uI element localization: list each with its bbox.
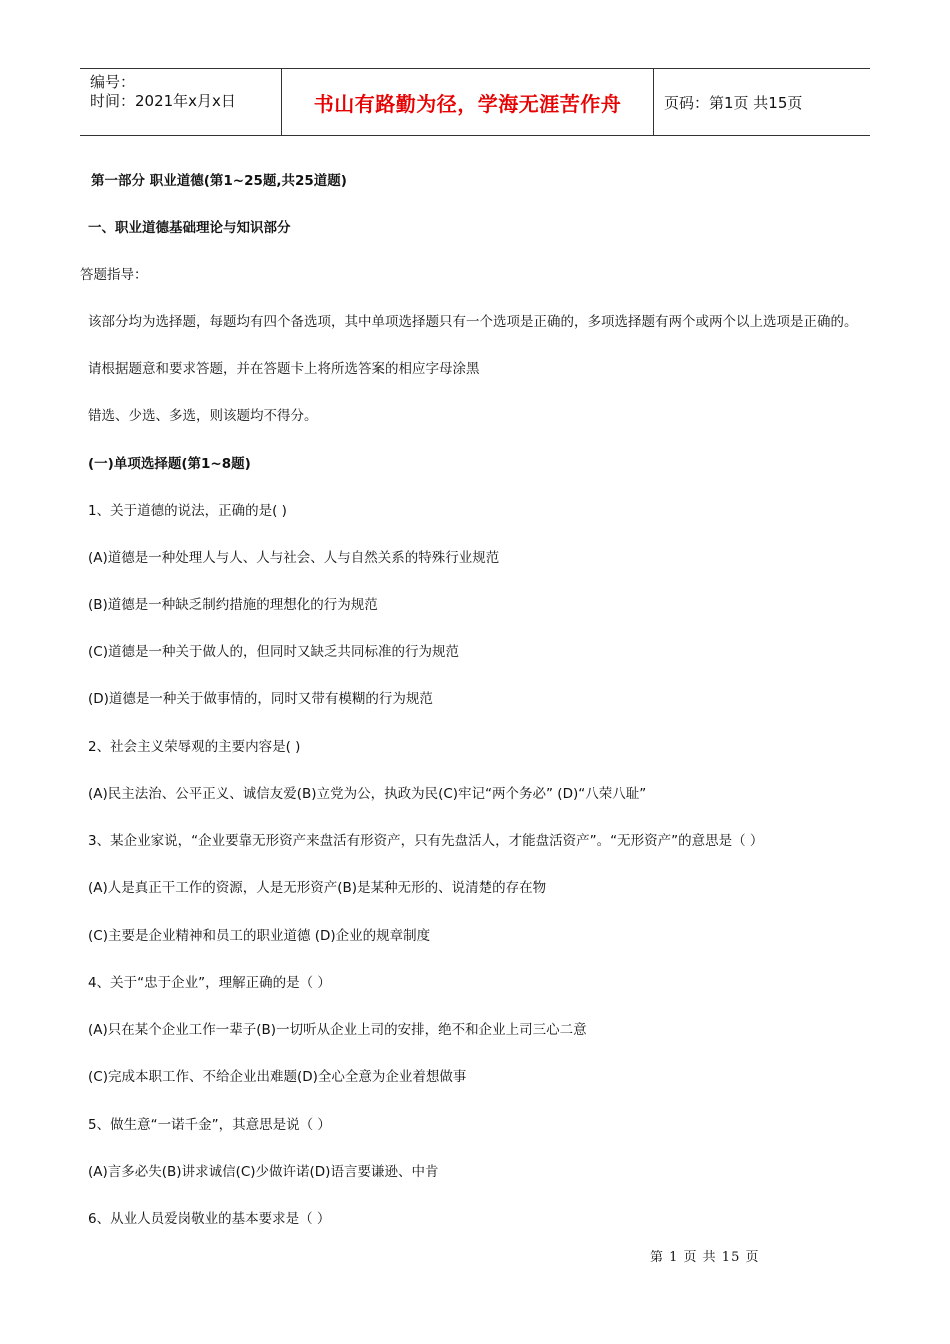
instruction-line: 错选、少选、多选，则该题均不得分。: [88, 408, 318, 424]
page-header: [80, 68, 870, 136]
document-time-label: 时间：2021年x月x日: [90, 92, 236, 110]
answer-option: (A)人是真正干工作的资源，人是无形资产(B)是某种无形的、说清楚的存在物: [88, 880, 547, 896]
question-text: 2、社会主义荣辱观的主要内容是( ): [88, 739, 301, 755]
answer-option: (A)道德是一种处理人与人、人与社会、人与自然关系的特殊行业规范: [88, 550, 500, 566]
question-group-heading: (一)单项选择题(第1~8题): [88, 456, 251, 472]
subsection-heading: 一、职业道德基础理论与知识部分: [88, 220, 291, 236]
answer-option: (A)只在某个企业工作一辈子(B)一切听从企业上司的安排，绝不和企业上司三心二意: [88, 1022, 587, 1038]
answer-option: (C)完成本职工作、不给企业出难题(D)全心全意为企业着想做事: [88, 1069, 467, 1085]
instruction-line: 该部分均为选择题，每题均有四个备选项，其中单项选择题只有一个选项是正确的，多项选择题有两个或两个以上选项是正确的。: [88, 314, 858, 330]
question-text: 3、某企业家说，“企业要靠无形资产来盘活有形资产，只有先盘活人，才能盘活资产”。“无形资产”的意思是（ ）: [88, 833, 764, 849]
document-number-label: 编号：: [90, 73, 136, 91]
answer-option: (A)民主法治、公平正义、诚信友爱(B)立党为公，执政为民(C)牢记“两个务必” (D)“八荣八耻”: [88, 786, 647, 802]
answer-option: (D)道德是一种关于做事情的，同时又带有模糊的行为规范: [88, 691, 433, 707]
header-motto: 书山有路勤为径，学海无涯苦作舟: [282, 69, 654, 135]
answer-option: (B)道德是一种缺乏制约措施的理想化的行为规范: [88, 597, 378, 613]
answer-option: (C)主要是企业精神和员工的职业道德 (D)企业的规章制度: [88, 928, 431, 944]
header-meta: [80, 69, 282, 135]
page-footer: 第 1 页 共 15 页: [650, 1250, 760, 1265]
question-text: 5、做生意“一诺千金”，其意思是说（ ）: [88, 1117, 331, 1133]
instruction-line: 请根据题意和要求答题，并在答题卡上将所选答案的相应字母涂黑: [88, 361, 480, 377]
question-text: 1、关于道德的说法，正确的是( ): [88, 503, 287, 519]
question-text: 4、关于“忠于企业”，理解正确的是（ ）: [88, 975, 331, 991]
header-page-info: 页码：第1页 共15页: [664, 93, 803, 112]
answer-option: (A)言多必失(B)讲求诚信(C)少做许诺(D)语言要谦逊、中肯: [88, 1164, 439, 1180]
answer-option: (C)道德是一种关于做人的，但同时又缺乏共同标准的行为规范: [88, 644, 459, 660]
question-text: 6、从业人员爱岗敬业的基本要求是（ ）: [88, 1211, 331, 1227]
instruction-title: 答题指导：: [80, 267, 148, 283]
section-heading: 第一部分 职业道德(第1~25题,共25道题): [91, 173, 347, 189]
